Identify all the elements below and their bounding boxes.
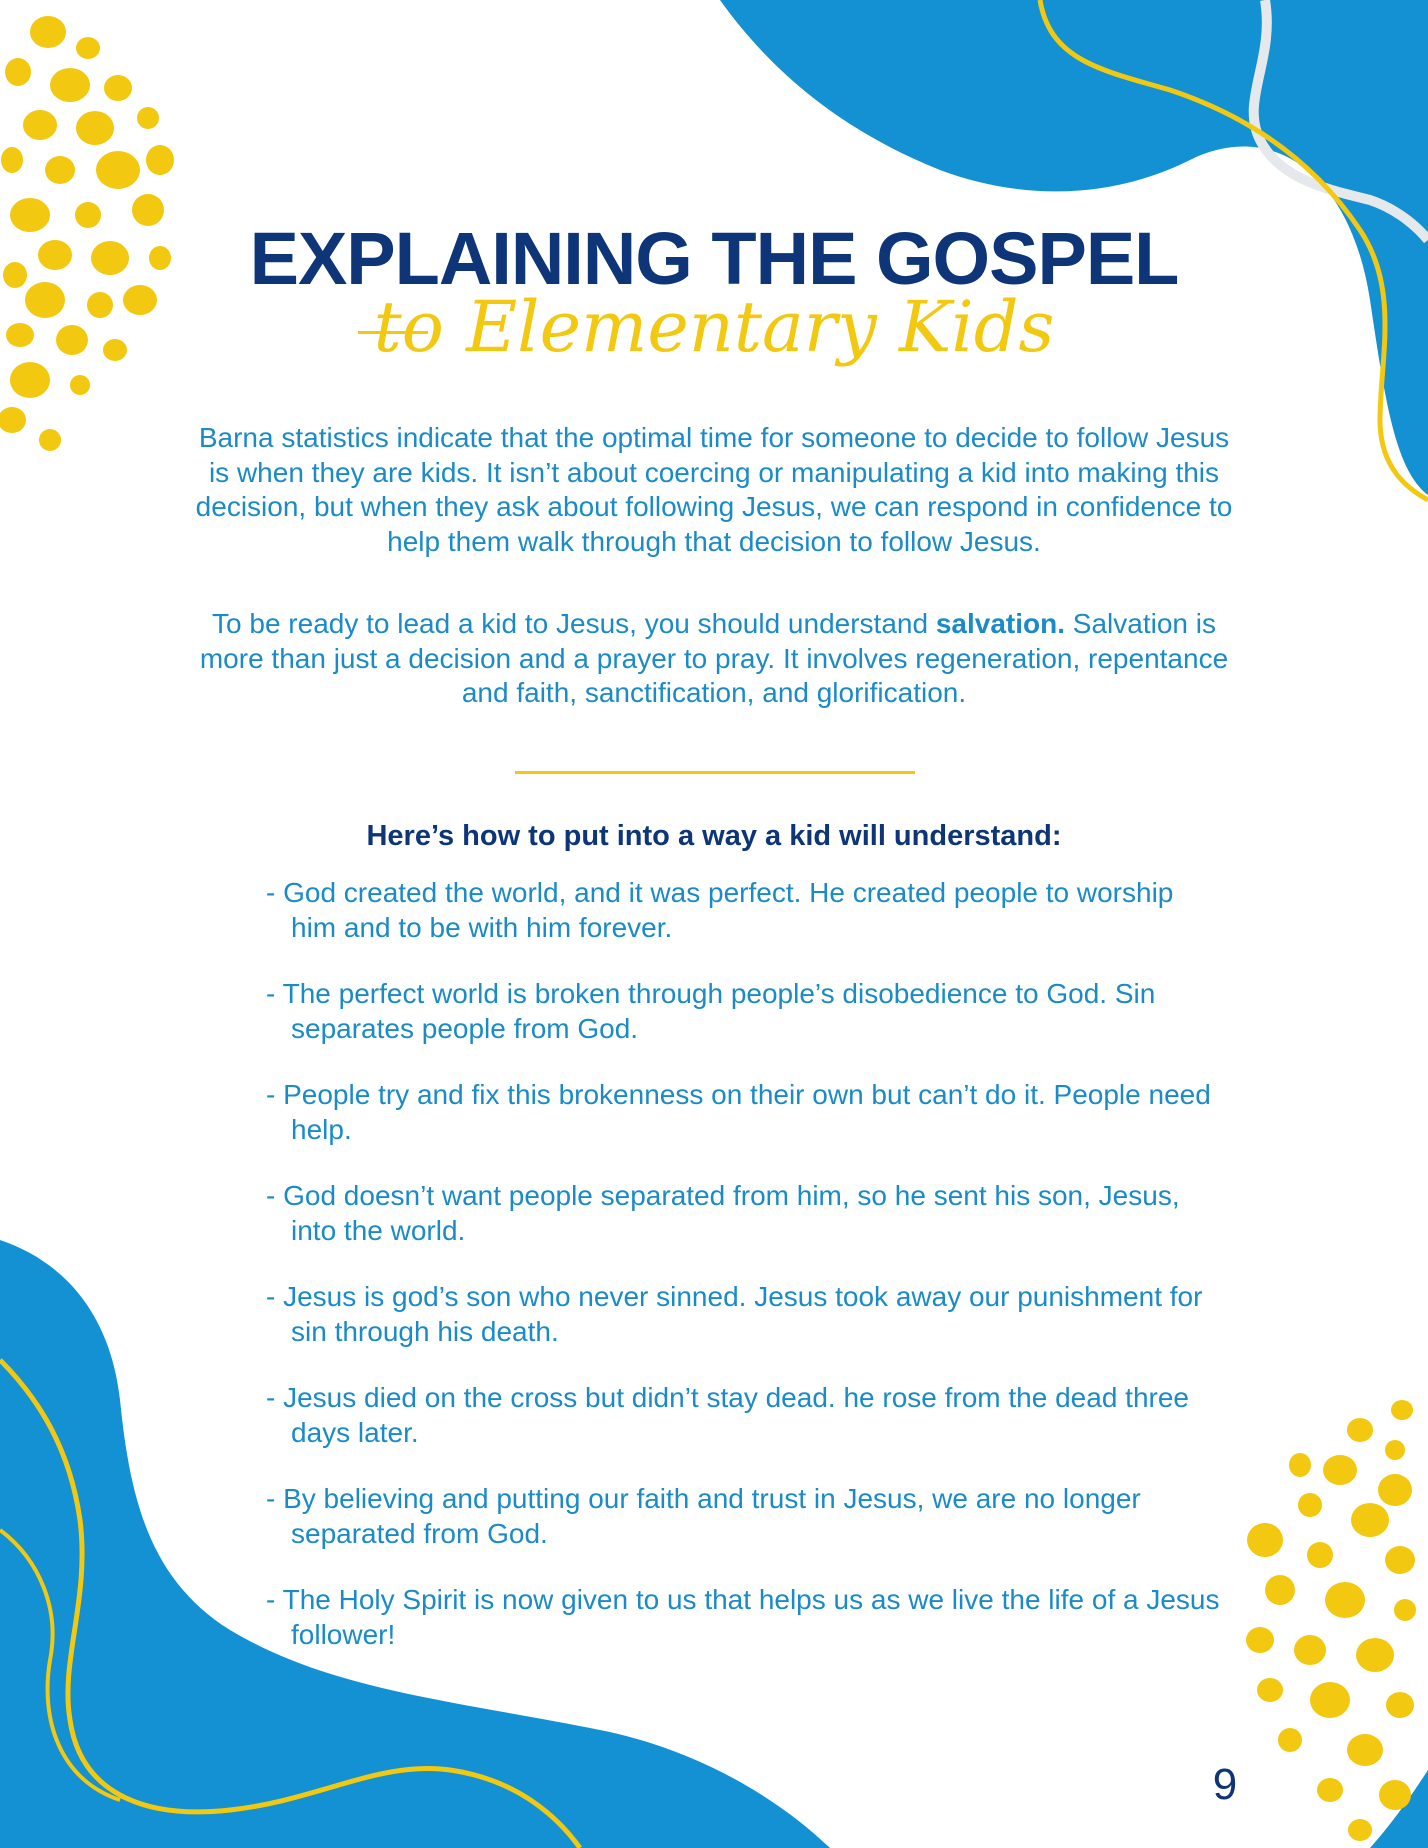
list-item: - Jesus is god’s son who never sinned. Jesus took away our punishment for sin through his death. [266,1281,1203,1347]
intro-paragraph-2-rest: Salvation is more than just a decision and a prayer to pray. It involves regeneration, repentance and faith, sanctification, and glorification. [199,608,1229,708]
intro-paragraph-1: Barna statistics indicate that the optimal time for someone to decide to follow Jesus is when they are kids. It isn’t about coercing or manipulating a kid into making this decision, but when they ask about following Jesus, we can respond in confidence to help them walk through that decision to follow Jesus. [195,422,1233,557]
section-divider [515,771,915,774]
gospel-steps-list [266,876,1226,1684]
intro-paragraph-2 [190,607,1238,711]
list-item: - The Holy Spirit is now given to us that helps us as we live the life of a Jesus follower! [266,1584,1220,1650]
page-number: 9 [1212,1760,1238,1809]
list-item: - People try and fix this brokenness on their own but can’t do it. People need help. [266,1079,1211,1145]
steps-heading: Here’s how to put into a way a kid will understand: [366,820,1062,852]
list-item: - God doesn’t want people separated from him, so he sent his son, Jesus, into the world. [266,1180,1180,1246]
bottom-right-yellow-dots [1246,1400,1416,1841]
page-title: EXPLAINING THE GOSPEL [249,217,1179,300]
page-subtitle: to Elementary Kids [373,286,1055,368]
intro-paragraph-2-text: To be ready to lead a kid to Jesus, you should understand [212,608,936,639]
list-item: - By believing and putting our faith and trust in Jesus, we are no longer separated from God. [266,1483,1141,1549]
salvation-keyword: salvation. [935,608,1065,639]
list-item: - The perfect world is broken through people’s disobedience to God. Sin separates people from God. [266,978,1156,1044]
list-item: - God created the world, and it was perfect. He created people to worship him and to be with him forever. [266,877,1174,943]
list-item: - Jesus died on the cross but didn’t stay dead. he rose from the dead three days later. [266,1382,1189,1448]
